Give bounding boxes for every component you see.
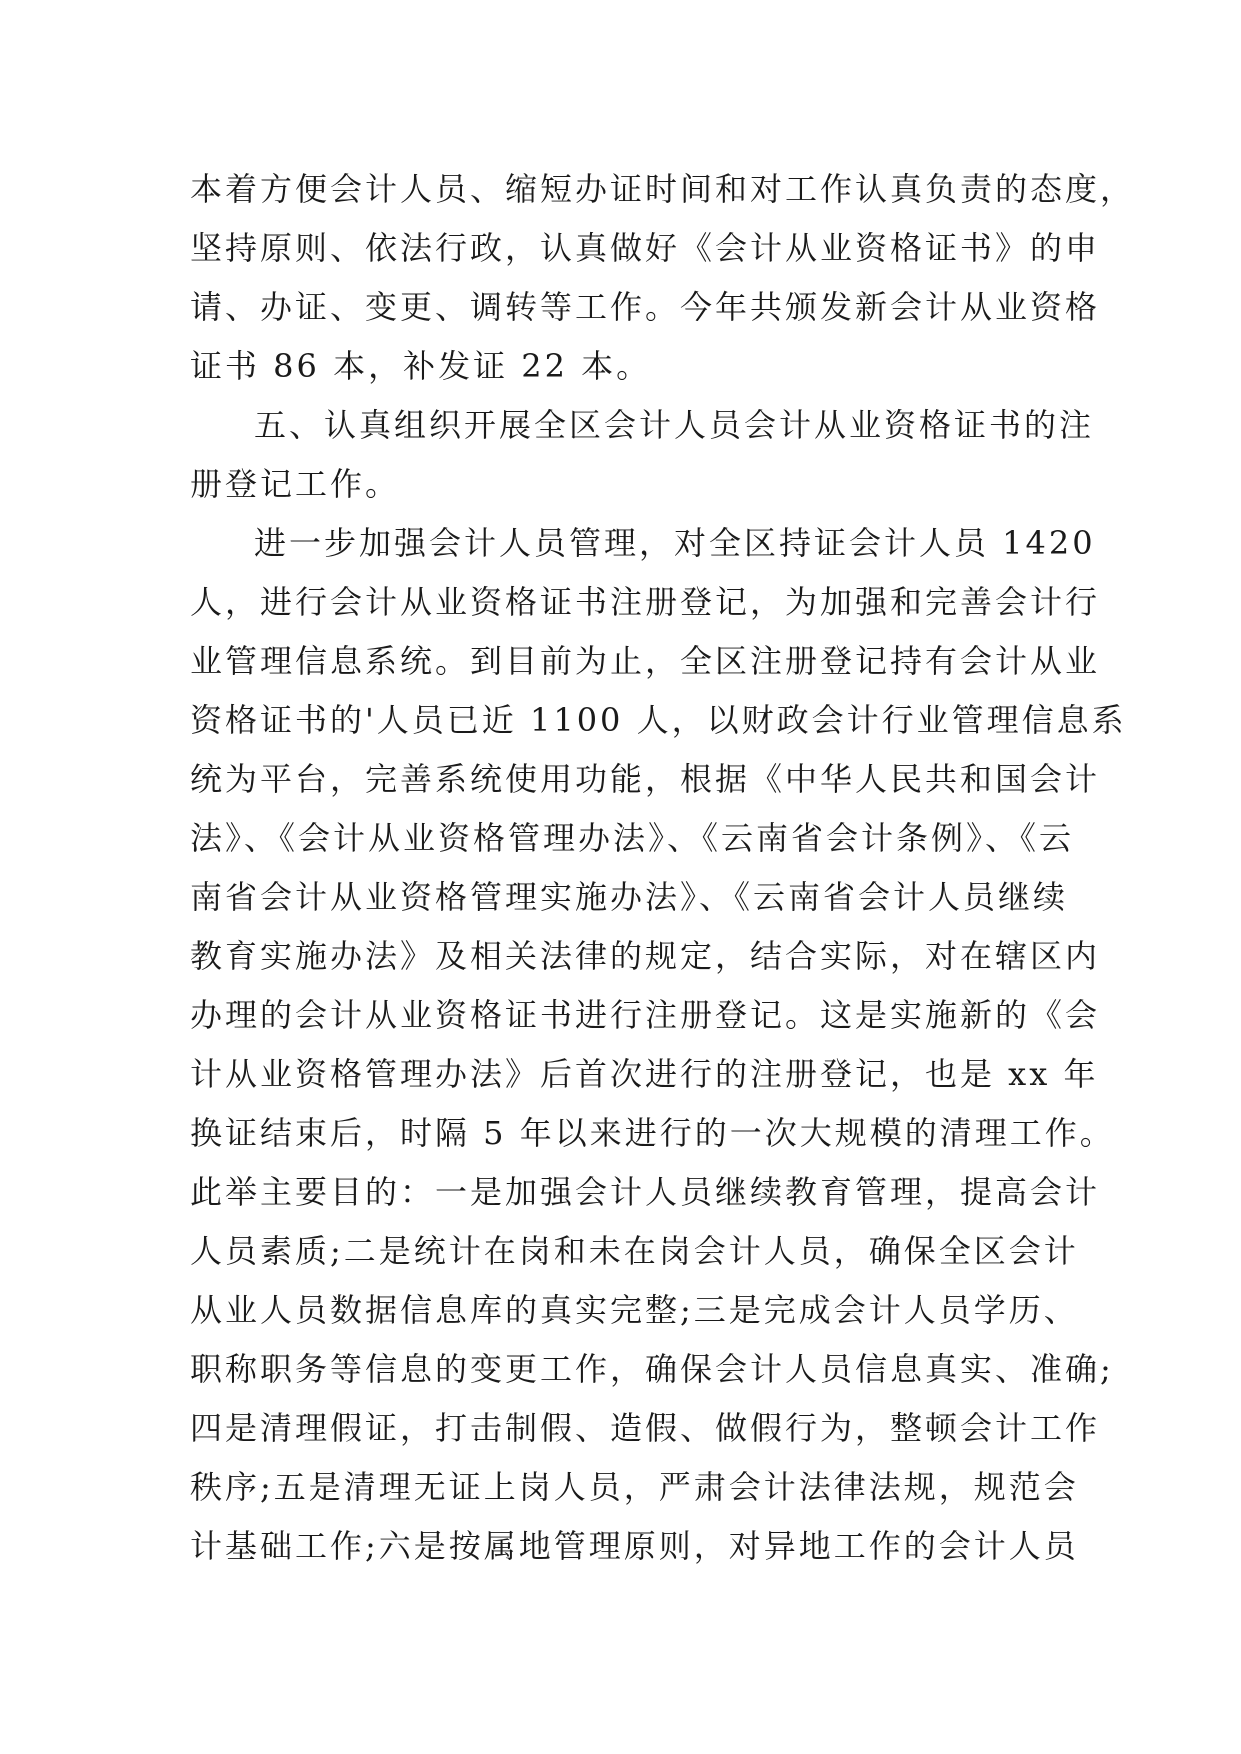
text-line: 进一步加强会计人员管理，对全区持证会计人员 1420 [254, 524, 1096, 562]
body-text [190, 160, 1136, 1576]
text-line: 人员素质;二是统计在岗和未在岗会计人员，确保全区会计 [190, 1232, 1079, 1270]
text-line: 换证结束后，时隔 5 年以来进行的一次大规模的清理工作。 [190, 1114, 1115, 1152]
text-line: 本着方便会计人员、缩短办证时间和对工作认真负责的态度， [190, 170, 1136, 208]
text-line: 教育实施办法》及相关法律的规定，结合实际，对在辖区内 [190, 937, 1101, 975]
text-line: 坚持原则、依法行政，认真做好《会计从业资格证书》的申 [190, 229, 1101, 267]
text-line: 统为平台，完善系统使用功能，根据《中华人民共和国会计 [190, 760, 1101, 798]
section-heading-line: 五、认真组织开展全区会计人员会计从业资格证书的注 [254, 406, 1095, 444]
text-line: 四是清理假证，打击制假、造假、做假行为，整顿会计工作 [190, 1409, 1101, 1447]
text-line: 资格证书的'人员已近 1100 人，以财政会计行业管理信息系 [190, 701, 1127, 739]
text-line: 计基础工作;六是按属地管理原则，对异地工作的会计人员 [190, 1527, 1079, 1565]
text-line: 此举主要目的：一是加强会计人员继续教育管理，提高会计 [190, 1173, 1101, 1211]
text-line: 法》、《会计从业资格管理办法》、《云南省会计条例》、《云 [190, 819, 1075, 857]
text-line: 计从业资格管理办法》后首次进行的注册登记，也是 xx 年 [190, 1055, 1099, 1093]
text-line: 从业人员数据信息库的真实完整;三是完成会计人员学历、 [190, 1291, 1079, 1329]
text-line: 办理的会计从业资格证书进行注册登记。这是实施新的《会 [190, 996, 1101, 1034]
section-heading-line: 册登记工作。 [190, 465, 401, 503]
text-line: 职称职务等信息的变更工作，确保会计人员信息真实、准确; [190, 1350, 1114, 1388]
text-line: 证书 86 本，补发证 22 本。 [190, 347, 652, 385]
text-line: 请、办证、变更、调转等工作。今年共颁发新会计从业资格 [190, 288, 1101, 326]
text-line: 业管理信息系统。到目前为止，全区注册登记持有会计从业 [190, 642, 1101, 680]
text-line: 人，进行会计从业资格证书注册登记，为加强和完善会计行 [190, 583, 1101, 621]
text-line: 秩序;五是清理无证上岗人员，严肃会计法律法规，规范会 [190, 1468, 1079, 1506]
text-line: 南省会计从业资格管理实施办法》、《云南省会计人员继续 [190, 878, 1069, 916]
